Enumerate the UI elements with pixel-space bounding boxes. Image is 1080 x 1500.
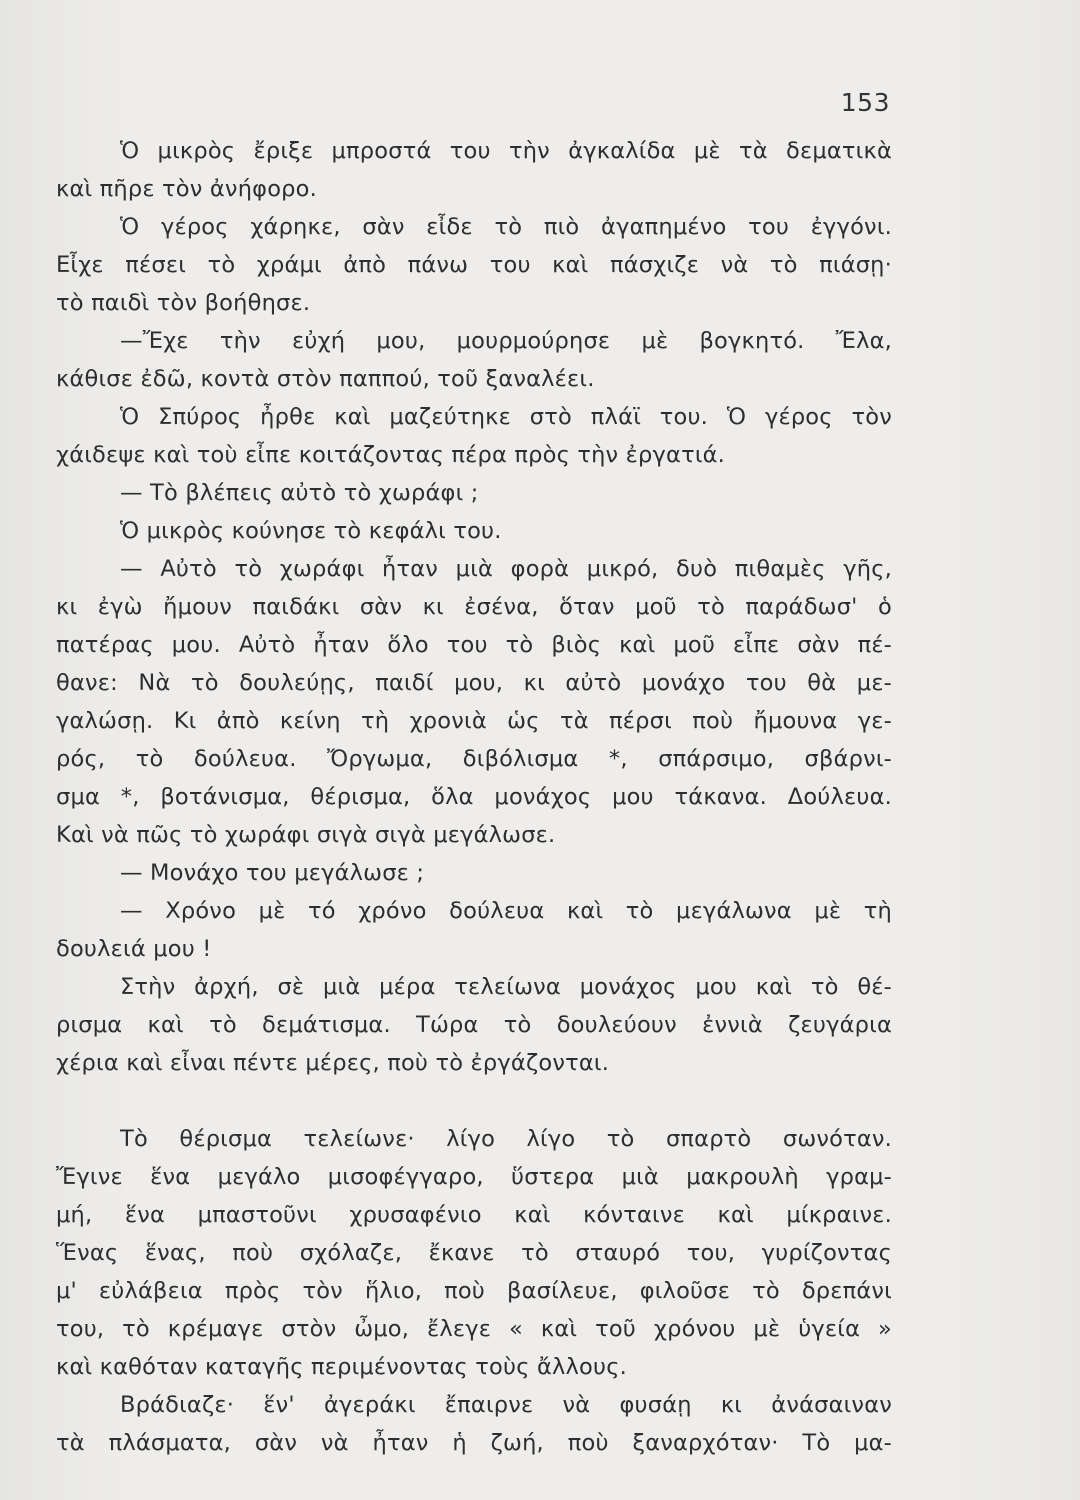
text-line: ρισμα καὶ τὸ δεμάτισμα. Τώρα τὸ δουλεύουν ἐννιὰ ζευγάρια — [56, 1012, 892, 1038]
text-line: πατέρας μου. Αὐτὸ ἦταν ὅλο του τὸ βιὸς καὶ μοῦ εἶπε σὰν πέ- — [56, 632, 892, 658]
text-line: Ἔγινε ἕνα μεγάλο μισοφέγγαρο, ὕστερα μιὰ μακρουλὴ γραμ- — [56, 1164, 892, 1190]
text-line: Ὁ μικρὸς ἔριξε μπροστά του τὴν ἀγκαλίδα μὲ τὰ δεματικὰ — [120, 138, 892, 164]
text-line: ρός, τὸ δούλευα. Ὄργωμα, διβόλισμα *, σπάρσιμο, σβάρνι- — [56, 746, 892, 772]
text-line: τὰ πλάσματα, σὰν νὰ ἦταν ἡ ζωή, ποὺ ξαναρχόταν· Τὸ μα- — [56, 1430, 892, 1456]
text-line: Εἶχε πέσει τὸ χράμι ἀπὸ πάνω του καὶ πάσχιζε νὰ τὸ πιάσῃ· — [56, 252, 892, 278]
text-line: Ὁ μικρὸς κούνησε τὸ κεφάλι του. — [120, 518, 502, 544]
text-line: μ' εὐλάβεια πρὸς τὸν ἥλιο, ποὺ βασίλευε, φιλοῦσε τὸ δρεπάνι — [56, 1278, 892, 1304]
text-line: Τὸ θέρισμα τελείωνε· λίγο λίγο τὸ σπαρτὸ σωνόταν. — [120, 1126, 892, 1152]
text-line: γαλώσῃ. Κι ἀπὸ κείνη τὴ χρονιὰ ὡς τὰ πέρσι ποὺ ἤμουνα γε- — [56, 708, 892, 734]
text-line: μή, ἕνα μπαστοῦνι χρυσαφένιο καὶ κόνταινε καὶ μίκραινε. — [56, 1202, 892, 1228]
text-line: — Χρόνο μὲ τό χρόνο δούλευα καὶ τὸ μεγάλωνα μὲ τὴ — [120, 898, 892, 924]
text-line: — Τὸ βλέπεις αὐτὸ τὸ χωράφι ; — [120, 480, 479, 506]
text-line: κι ἐγὼ ἤμουν παιδάκι σὰν κι ἐσένα, ὅταν μοῦ τὸ παράδωσ' ὁ — [56, 594, 892, 620]
page-number: 153 — [840, 88, 890, 117]
text-line: Ὁ Σπύρος ἦρθε καὶ μαζεύτηκε στὸ πλάϊ του. Ὁ γέρος τὸν — [120, 404, 892, 430]
text-line: χέρια καὶ εἶναι πέντε μέρες, ποὺ τὸ ἐργάζονται. — [56, 1050, 610, 1076]
text-line: Βράδιαζε· ἕν' ἀγεράκι ἔπαιρνε νὰ φυσάῃ κι ἀνάσαιναν — [120, 1392, 892, 1418]
text-line: χάιδεψε καὶ τοὺ εἶπε κοιτάζοντας πέρα πρὸς τὴν ἐργατιά. — [56, 442, 726, 468]
text-line: καὶ πῆρε τὸν ἀνήφορο. — [56, 176, 317, 202]
text-line: του, τὸ κρέμαγε στὸν ὦμο, ἔλεγε « καὶ τοῦ χρόνου μὲ ὑγεία » — [56, 1316, 892, 1342]
text-line: Καὶ νὰ πῶς τὸ χωράφι σιγὰ σιγὰ μεγάλωσε. — [56, 822, 556, 848]
text-line: Ἕνας ἕνας, ποὺ σχόλαζε, ἔκανε τὸ σταυρό του, γυρίζοντας — [56, 1240, 892, 1266]
text-line: κάθισε ἐδῶ, κοντὰ στὸν παππού, τοῦ ξαναλέει. — [56, 366, 595, 392]
paragraph-gap — [56, 1082, 892, 1120]
text-line: — Αὐτὸ τὸ χωράφι ἦταν μιὰ φορὰ μικρό, δυὸ πιθαμὲς γῆς, — [120, 556, 892, 582]
text-line: —Ἔχε τὴν εὐχή μου, μουρμούρησε μὲ βογκητό. Ἔλα, — [120, 328, 892, 354]
text-line: τὸ παιδὶ τὸν βοήθησε. — [56, 290, 311, 316]
text-line: σμα *, βοτάνισμα, θέρισμα, ὅλα μονάχος μου τάκανα. Δούλευα. — [56, 784, 892, 810]
text-line: καὶ καθόταν καταγῆς περιμένοντας τοὺς ἄλλους. — [56, 1354, 627, 1380]
body-text — [56, 132, 892, 1462]
text-line: — Μονάχο του μεγάλωσε ; — [120, 860, 425, 886]
text-line: Στὴν ἀρχή, σὲ μιὰ μέρα τελείωνα μονάχος μου καὶ τὸ θέ- — [120, 974, 892, 1000]
text-line: θανε: Νὰ τὸ δουλεύῃς, παιδί μου, κι αὐτὸ μονάχο του θὰ με- — [56, 670, 892, 696]
text-line: Ὁ γέρος χάρηκε, σὰν εἶδε τὸ πιὸ ἀγαπημένο του ἐγγόνι. — [120, 214, 892, 240]
text-line: δουλειά μου ! — [56, 936, 212, 962]
